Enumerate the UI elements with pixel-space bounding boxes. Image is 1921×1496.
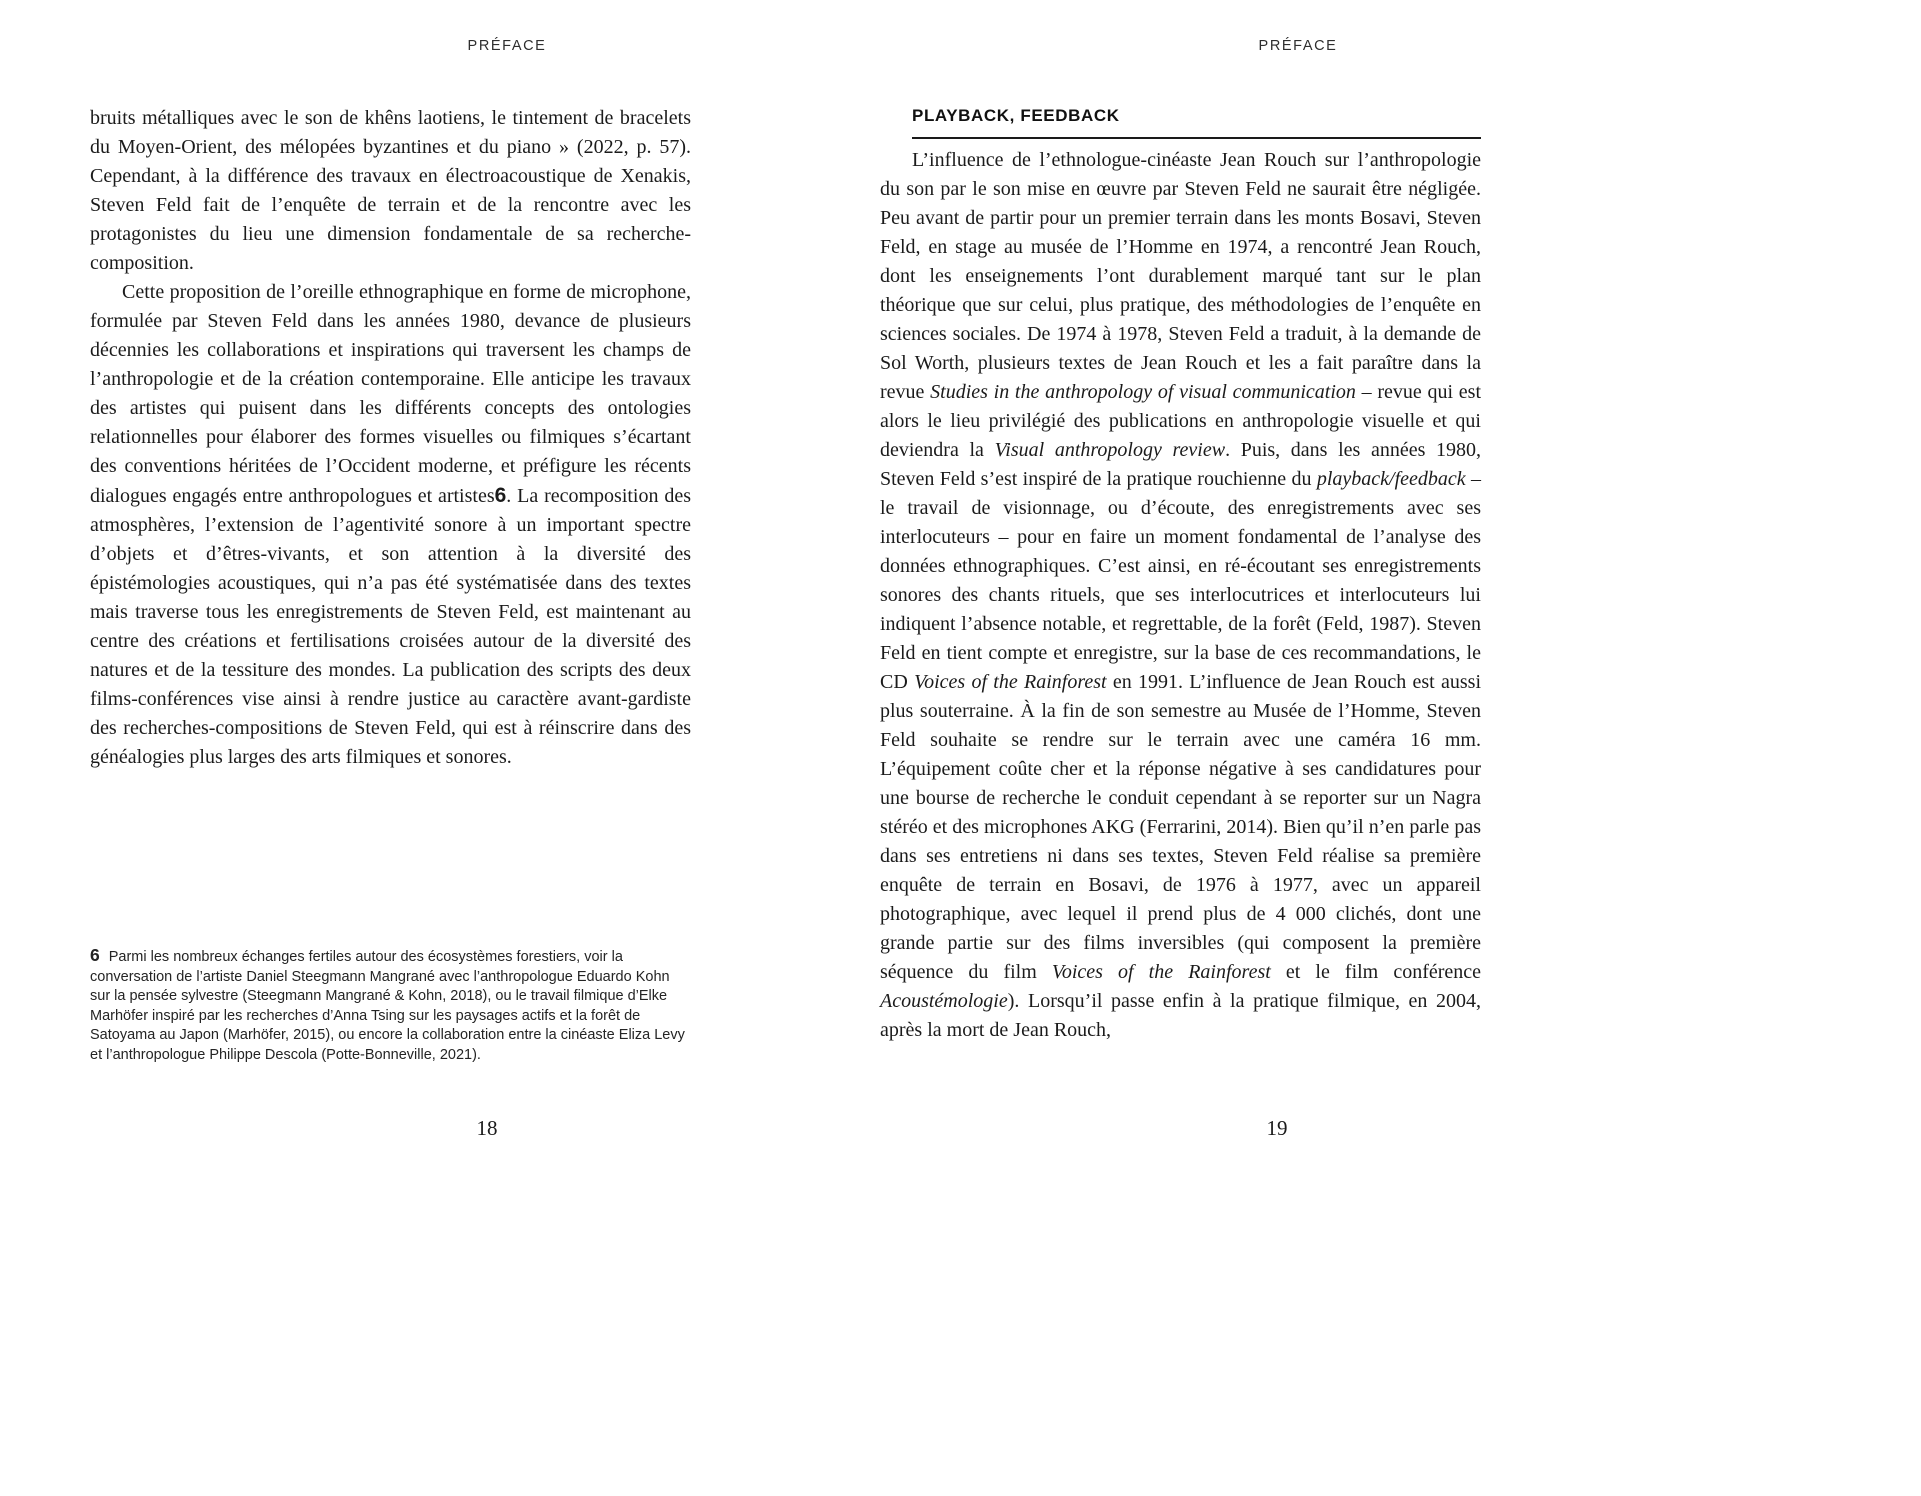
text-run: L’influence de l’ethnologue-cinéaste Jean Rouch sur l’anthropologie du son par le son mise en œuvre par Steven Feld ne saurait être négligée. Peu avant de partir pour un premier terrain dans les monts Bosavi, Steven Feld, en stage au musée de l’Homme en 1974, a rencontré Jean Rouch, dont les enseignements l’ont durablement marqué tant sur le plan théorique que sur celui, plus pratique, des méthodologies de l’enquête en sciences sociales. De 1974 à 1978, Steven Feld a traduit, à la demande de Sol Worth, plusieurs textes de Jean Rouch et les a fait paraître dans la revue (880, 149, 1481, 403)
footnote-text: Parmi les nombreux échanges fertiles autour des écosystèmes forestiers, voir la conversation de l’artiste Daniel Steegmann Mangrané avec l’anthropologue Eduardo Kohn sur la pensée sylvestre (Steegmann Mangrané & Kohn, 2018), ou le travail filmique d’Elke Marhöfer inspiré par les recherches d’Anna Tsing sur les paysages actifs et la forêt de Satoyama au Japon (Marhöfer, 2015), ou encore la collaboration entre la cinéaste Eliza Levy et l’anthropologue Philippe Descola (Potte-Bonneville, 2021). (90, 949, 685, 1063)
footnote-reference: 6 (494, 484, 507, 507)
italic-text: playback/feedback (1316, 468, 1466, 490)
left-body-text (90, 104, 691, 772)
italic-text: Voices of the Rainforest (1051, 961, 1271, 983)
section-heading (912, 101, 1481, 139)
right-body (880, 101, 1481, 1045)
page-number-left: 18 (476, 1116, 498, 1140)
paragraph (880, 146, 1481, 1045)
italic-text: Studies in the anthropology of visual communication (930, 381, 1356, 403)
italic-text: Acoustémologie (880, 990, 1008, 1012)
page-number-right: 19 (1266, 1116, 1288, 1140)
footnote (90, 946, 691, 1065)
text-run: Cette proposition de l’oreille ethnographique en forme de microphone, formulée par Steven Feld dans les années 1980, devance de plusieurs décennies les collaborations et inspirations qui traversent les champs de l’anthropologie et de la création contemporaine. Elle anticipe les travaux des artistes qui puisent dans les différents concepts des ontologies relationnelles pour élaborer des formes visuelles ou filmiques s’écartant des conventions héritées de l’Occident moderne, et préfigure les récents dialogues engagés entre anthropologues et artistes (90, 281, 691, 507)
text-run: bruits métalliques avec le son de khêns laotiens, le tintement de bracelets du Moyen-Orient, des mélopées byzantines et du piano » (2022, p. 57). Cependant, à la différence des travaux en électroacoustique de Xenakis, Steven Feld fait de l’enquête de terrain et de la rencontre avec les protagonistes du lieu une dimension fondamentale de sa recherche-composition. (90, 107, 691, 274)
text-run: et le film conférence (1270, 961, 1482, 983)
text-run: . La recomposition des atmosphères, l’extension de l’agentivité sonore à un important spectre d’objets et d’êtres-vivants, et son attention à la diversité des épistémologies acoustiques, qui n’a pas été systématisée dans des textes mais traverse tous les enregistrements de Steven Feld, est maintenant au centre des créations et fertilisations croisées autour de la diversité des natures et de la tessiture des mondes. La publication des scripts des deux films-conférences vise ainsi à rendre justice au caractère avant-gardiste des recherches-compositions de Steven Feld, qui est à réinscrire dans des généalogies plus larges des arts filmiques et sonores. (90, 485, 691, 768)
text-run: – revue qui est alors le lieu privilégié des publications en anthropologie visuelle et qui deviendra la (880, 381, 1482, 461)
right-body-text (880, 146, 1481, 1045)
paragraph (90, 278, 691, 772)
footnote-marker: 6 (90, 945, 100, 965)
text-run: – le travail de visionnage, ou d’écoute, des enregistrements avec ses interlocuteurs – pour en faire un moment fondamental de l’analyse des données ethnographiques. C’est ainsi, en ré-écoutant ses enregistrements sonores des chants rituels, que ses interlocutrices et interlocuteurs lui indiquent l’absence notable, et regrettable, de la forêt (Feld, 1987). Steven Feld en tient compte et enregistre, sur la base de ces recommandations, le CD (880, 468, 1481, 693)
italic-text: Visual anthropology review (994, 439, 1226, 461)
text-run: . Puis, dans les années 1980, Steven Feld s’est inspiré de la pratique rouchienne du (880, 439, 1481, 490)
italic-text: Voices of the Rainforest (914, 671, 1107, 693)
text-run: en 1991. L’influence de Jean Rouch est aussi plus souterraine. À la fin de son semestre au Musée de l’Homme, Steven Feld souhaite se rendre sur le terrain avec une caméra 16 mm. L’équipement coûte cher et la réponse négative à ses candidatures pour une bourse de recherche le conduit cependant à se reporter sur un Nagra stéréo et des microphones AKG (Ferrarini, 2014). Bien qu’il n’en parle pas dans ses entretiens ni dans ses textes, Steven Feld réalise sa première enquête de terrain en Bosavi, de 1976 à 1977, avec un appareil photographique, avec lequel il prend plus de 4 000 clichés, dont une grande partie sur des films inversibles (qui composent la première séquence du film (880, 671, 1482, 983)
text-run: ). Lorsqu’il passe enfin à la pratique filmique, en 2004, après la mort de Jean Rouch, (880, 990, 1481, 1041)
section-heading-text: PLAYBACK, FEEDBACK (912, 106, 1120, 125)
running-header-left: PRÉFACE (467, 38, 547, 54)
paragraph (90, 104, 691, 278)
running-header-right: PRÉFACE (1258, 38, 1338, 54)
